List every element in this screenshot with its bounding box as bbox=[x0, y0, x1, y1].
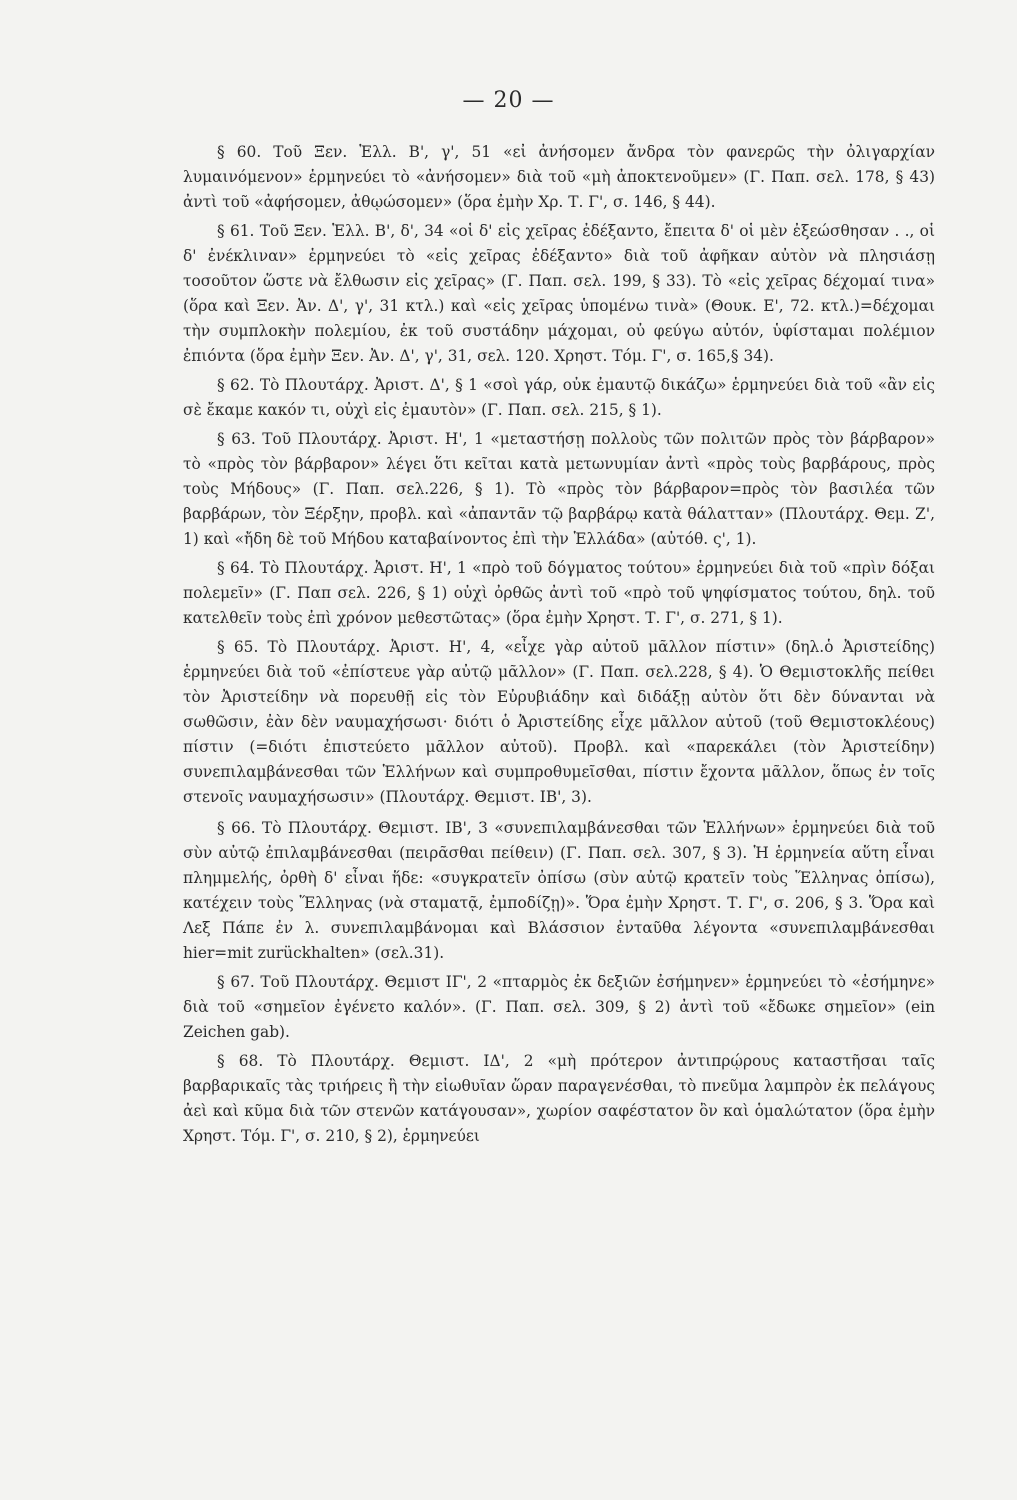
paragraph-68: § 68. Τὸ Πλουτάρχ. Θεμιστ. ΙΔ', 2 «μὴ πρότερον ἀντιπρῴρους καταστῆσαι ταῖς βαρβαρικαῖς τὰς τριήρεις ἢ τὴν εἰωθυῖαν ὥραν παραγενέσθαι, τὸ πνεῦμα λαμπρὸν ἐκ πελάγους ἀεὶ καὶ κῦμα διὰ τῶν στενῶν κατάγουσαν», χωρίον σαφέστατον ὂν καὶ ὁμαλώτατον (ὅρα ἐμὴν Χρηστ. Τόμ. Γ', σ. 210, § 2), ἑρμηνεύει bbox=[183, 1052, 935, 1145]
paragraph-66: § 66. Τὸ Πλουτάρχ. Θεμιστ. ΙΒ', 3 «συνεπιλαμβάνεσθαι τῶν Ἑλλήνων» ἑρμηνεύει διὰ τοῦ σὺν αὐτῷ ἐπιλαμβάνεσθαι (πειρᾶσθαι πείθειν) (Γ. Παπ. σελ. 307, § 3). Ἡ ἑρμηνεία αὕτη εἶναι πλημμελής, ὀρθὴ δ' εἶναι ἥδε: «συγκρατεῖν ὀπίσω (σὺν αὐτῷ κρατεῖν τοὺς Ἕλληνας ὀπίσω), κατέχειν τοὺς Ἕλληνας (νὰ σταματᾷ, ἐμποδίζῃ)». Ὅρα ἐμὴν Χρηστ. Τ. Γ', σ. 206, § 3. Ὅρα καὶ Λεξ Πάπε ἐν λ. συνεπιλαμβάνομαι καὶ Βλάσσιον ἐνταῦθα λέγοντα «συνεπιλαμβάνεσθαι hier=mit zurückhalten» (σελ.31). bbox=[183, 819, 935, 962]
page-number: — 20 — bbox=[462, 88, 555, 113]
paragraph-63: § 63. Τοῦ Πλουτάρχ. Ἀριστ. Η', 1 «μεταστήσῃ πολλοὺς τῶν πολιτῶν πρὸς τὸν βάρβαρον» τὸ «πρὸς τὸν βάρβαρον» λέγει ὅτι κεῖται κατὰ μετωνυμίαν ἀντὶ «πρὸς τοὺς βαρβάρους, πρὸς τοὺς Μήδους» (Γ. Παπ. σελ.226, § 1). Τὸ «πρὸς τὸν βάρβαρον=πρὸς τὸν βασιλέα τῶν βαρβάρων, τὸν Ξέρξην, προβλ. καὶ «ἀπαντᾶν τῷ βαρβάρῳ κατὰ θάλατταν» (Πλουτάρχ. Θεμ. Ζ', 1) καὶ «ἤδη δὲ τοῦ Μήδου καταβαίνοντος ἐπὶ τὴν Ἑλλάδα» (αὐτόθ. ς', 1). bbox=[183, 430, 935, 548]
paragraph-64: § 64. Τὸ Πλουτάρχ. Ἀριστ. Η', 1 «πρὸ τοῦ δόγματος τούτου» ἑρμηνεύει διὰ τοῦ «πρὶν δόξαι πολεμεῖν» (Γ. Παπ σελ. 226, § 1) οὐχὶ ὀρθῶς ἀντὶ τοῦ «πρὸ τοῦ ψηφίσματος τούτου, δηλ. τοῦ κατελθεῖν τοὺς ἐπὶ χρόνον μεθεστῶτας» (ὅρα ἐμὴν Χρηστ. Τ. Γ', σ. 271, § 1). bbox=[183, 559, 935, 627]
paragraph-65: § 65. Τὸ Πλουτάρχ. Ἀριστ. Η', 4, «εἶχε γὰρ αὐτοῦ μᾶλλον πίστιν» (δηλ.ὁ Ἀριστείδης) ἑρμηνεύει διὰ τοῦ «ἐπίστευε γὰρ αὐτῷ μᾶλλον» (Γ. Παπ. σελ.228, § 4). Ὁ Θεμιστοκλῆς πείθει τὸν Ἀριστείδην νὰ πορευθῇ εἰς τὸν Εὐρυβιάδην καὶ διδάξῃ αὐτὸν ὅτι δὲν δύνανται νὰ σωθῶσιν, ἐὰν δὲν ναυμαχήσωσι· διότι ὁ Ἀριστείδης εἶχε μᾶλλον αὐτοῦ (τοῦ Θεμιστοκλέους) πίστιν (=διότι ἐπιστεύετο μᾶλλον αὐτοῦ). Προβλ. καὶ «παρεκάλει (τὸν Ἀριστείδην) συνεπιλαμβάνεσθαι τῶν Ἑλλήνων καὶ συμπροθυμεῖσθαι, πίστιν ἔχοντα μᾶλλον, ὅπως ἐν τοῖς στενοῖς ναυμαχήσωσιν» (Πλουτάρχ. Θεμιστ. ΙΒ', 3). bbox=[183, 638, 935, 806]
paragraph-61: § 61. Τοῦ Ξεν. Ἑλλ. Β', δ', 34 «οἱ δ' εἰς χεῖρας ἐδέξαντο, ἔπειτα δ' οἱ μὲν ἐξεώσθησαν . ., οἱ δ' ἐνέκλιναν» ἑρμηνεύει τὸ «εἰς χεῖρας ἐδέξαντο» διὰ τοῦ ἀφῆκαν αὐτὸν νὰ πλησιάσῃ τοσοῦτον ὥστε νὰ ἔλθωσιν εἰς χεῖρας» (Γ. Παπ. σελ. 199, § 33). Τὸ «εἰς χεῖρας δέχομαί τινα» (ὅρα καὶ Ξεν. Ἀν. Δ', γ', 31 κτλ.) καὶ «εἰς χεῖρας ὑπομένω τινὰ» (Θουκ. Ε', 72. κτλ.)=δέχομαι τὴν συμπλοκὴν πολεμίου, ἐκ τοῦ συστάδην μάχομαι, οὐ φεύγω αὐτόν, ὑφίσταμαι πολέμιον ἐπιόντα (ὅρα ἐμὴν Ξεν. Ἀν. Δ', γ', 31, σελ. 120. Χρηστ. Τόμ. Γ', σ. 165,§ 34). bbox=[183, 222, 935, 365]
text-body bbox=[183, 140, 935, 1153]
paragraph-67: § 67. Τοῦ Πλουτάρχ. Θεμιστ ΙΓ', 2 «πταρμὸς ἐκ δεξιῶν ἐσήμηνεν» ἑρμηνεύει τὸ «ἐσήμηνε» διὰ τοῦ «σημεῖον ἐγένετο καλόν». (Γ. Παπ. σελ. 309, § 2) ἀντὶ τοῦ «ἔδωκε σημεῖον» (ein Zeichen gab). bbox=[183, 973, 935, 1041]
paragraph-62: § 62. Τὸ Πλουτάρχ. Ἀριστ. Δ', § 1 «σοὶ γάρ, οὐκ ἐμαυτῷ δικάζω» ἑρμηνεύει διὰ τοῦ «ἂν εἰς σὲ ἔκαμε κακόν τι, οὐχὶ εἰς ἐμαυτὸν» (Γ. Παπ. σελ. 215, § 1). bbox=[183, 376, 935, 419]
paragraph-60: § 60. Τοῦ Ξεν. Ἑλλ. Β', γ', 51 «εἰ ἀνήσομεν ἄνδρα τὸν φανερῶς τὴν ὀλιγαρχίαν λυμαινόμενον» ἑρμηνεύει τὸ «ἀνήσομεν» διὰ τοῦ «μὴ ἀποκτενοῦμεν» (Γ. Παπ. σελ. 178, § 43) ἀντὶ τοῦ «ἀφήσομεν, ἀθῳώσομεν» (ὅρα ἐμὴν Χρ. Τ. Γ', σ. 146, § 44). bbox=[183, 143, 935, 211]
